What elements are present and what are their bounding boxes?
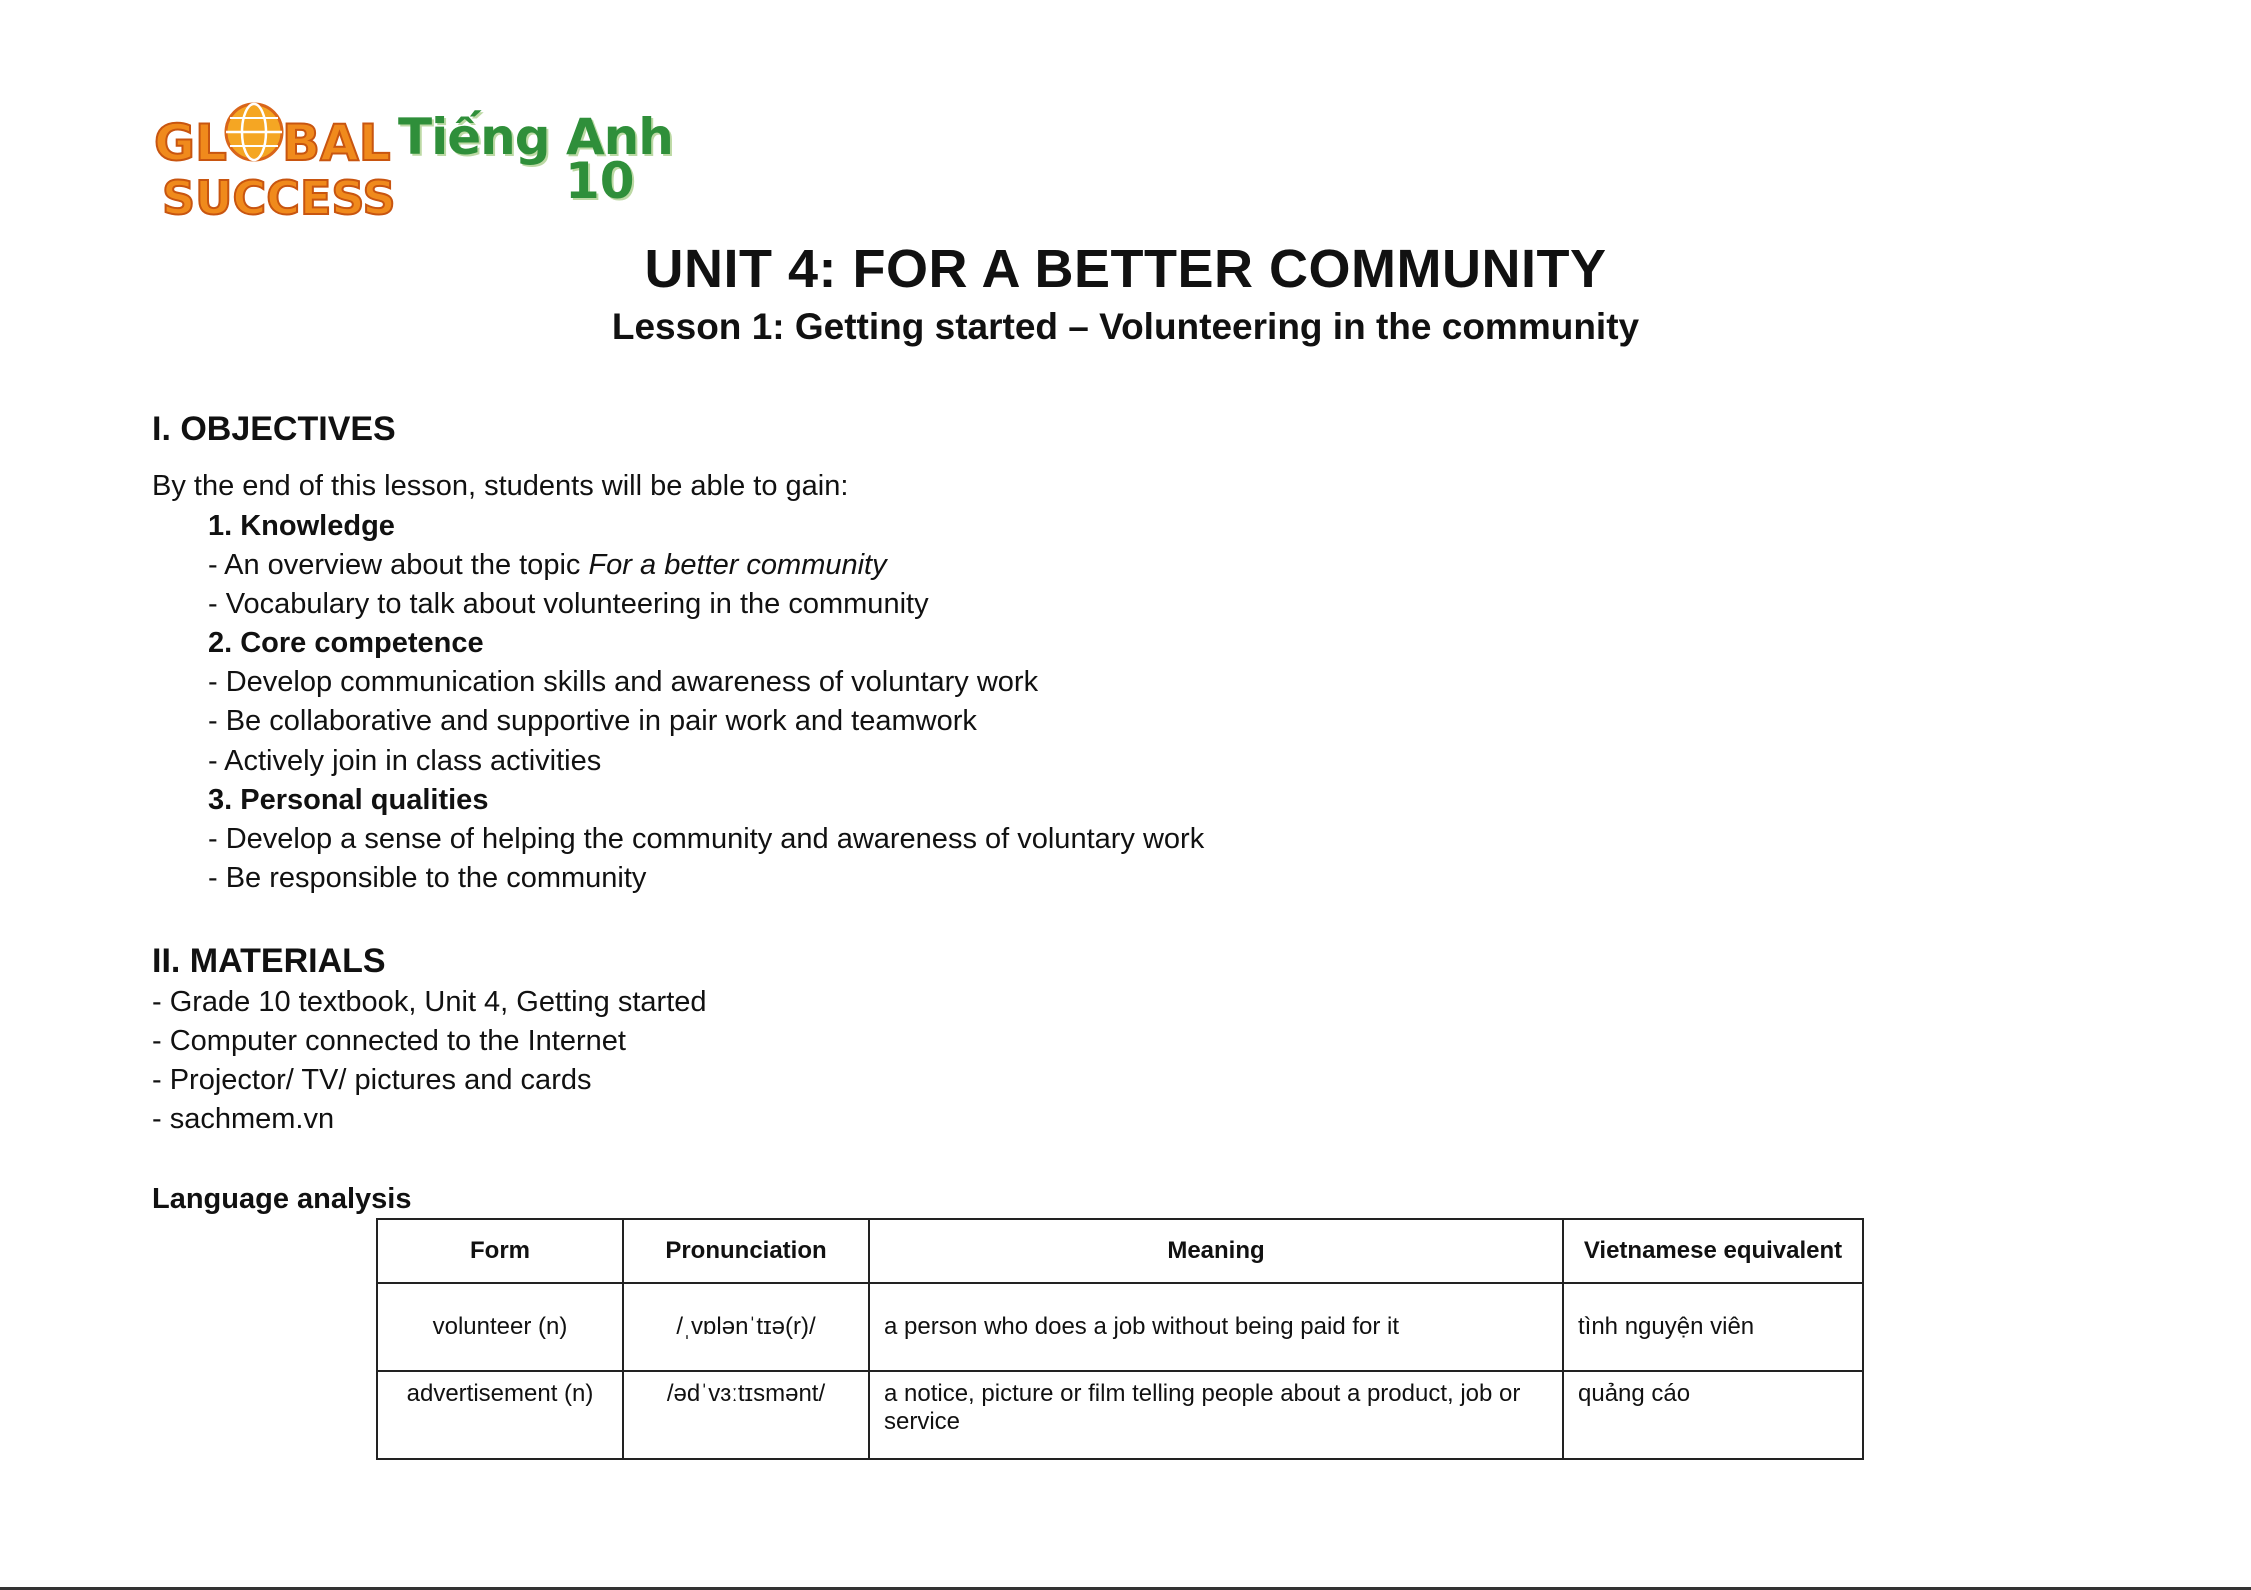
- materials-item-3: - Projector/ TV/ pictures and cards: [152, 1064, 592, 1096]
- table-header-row: [377, 1219, 1863, 1283]
- language-analysis-table: [376, 1218, 1864, 1460]
- personal-item-1: - Develop a sense of helping the community and awareness of voluntary work: [208, 823, 1205, 855]
- knowledge-heading: 1. Knowledge: [208, 510, 395, 542]
- materials-item-4: - sachmem.vn: [152, 1103, 335, 1135]
- materials-heading: II. MATERIALS: [152, 942, 386, 980]
- core-item-3: - Actively join in class activities: [208, 745, 602, 777]
- lesson-subtitle: Lesson 1: Getting started – Volunteering in the community: [611, 306, 1640, 347]
- cell-vietnamese: tình nguyện viên: [1563, 1283, 1863, 1371]
- column-header-pronunciation: Pronunciation: [623, 1219, 869, 1283]
- topic-name: For a better community: [588, 549, 887, 581]
- core-item-1: - Develop communication skills and awareness of voluntary work: [208, 666, 1039, 698]
- core-competence-heading: 2. Core competence: [208, 627, 484, 659]
- column-header-form: Form: [377, 1219, 623, 1283]
- cell-form: volunteer (n): [377, 1283, 623, 1371]
- column-header-vietnamese: Vietnamese equivalent: [1563, 1219, 1863, 1283]
- knowledge-item-2: - Vocabulary to talk about volunteering in the community: [208, 588, 929, 620]
- cell-vietnamese: quảng cáo: [1563, 1371, 1863, 1459]
- global-success-logo: [150, 92, 396, 227]
- materials-item-2: - Computer connected to the Internet: [152, 1025, 626, 1057]
- svg-text:BAL: BAL: [282, 114, 391, 172]
- knowledge-item-1-text: - An overview about the topic: [208, 549, 589, 581]
- knowledge-item-1: [208, 549, 887, 582]
- table-row: [377, 1371, 1863, 1459]
- objectives-heading: I. OBJECTIVES: [152, 410, 396, 448]
- cell-meaning: a notice, picture or film telling people about a product, job or service: [869, 1371, 1563, 1459]
- brand-grade: 10: [565, 152, 635, 210]
- cell-pronunciation: /ˌvɒlənˈtɪə(r)/: [623, 1283, 869, 1371]
- core-item-2: - Be collaborative and supportive in pair work and teamwork: [208, 705, 977, 737]
- personal-qualities-heading: 3. Personal qualities: [208, 784, 489, 816]
- svg-text:SUCCESS: SUCCESS: [162, 171, 396, 225]
- cell-pronunciation: /ədˈvɜːtɪsmənt/: [623, 1371, 869, 1459]
- unit-title: UNIT 4: FOR A BETTER COMMUNITY: [644, 239, 1607, 299]
- language-analysis-heading: Language analysis: [152, 1183, 412, 1215]
- cell-form: advertisement (n): [377, 1371, 623, 1459]
- objectives-intro: By the end of this lesson, students will be able to gain:: [152, 470, 849, 502]
- personal-item-2: - Be responsible to the community: [208, 862, 647, 894]
- svg-text:GL: GL: [154, 114, 227, 172]
- brand-title: Tiếng Anh: [398, 108, 673, 166]
- table-row: [377, 1283, 1863, 1371]
- cell-meaning: a person who does a job without being paid for it: [869, 1283, 1563, 1371]
- materials-item-1: - Grade 10 textbook, Unit 4, Getting started: [152, 986, 707, 1018]
- column-header-meaning: Meaning: [869, 1219, 1563, 1283]
